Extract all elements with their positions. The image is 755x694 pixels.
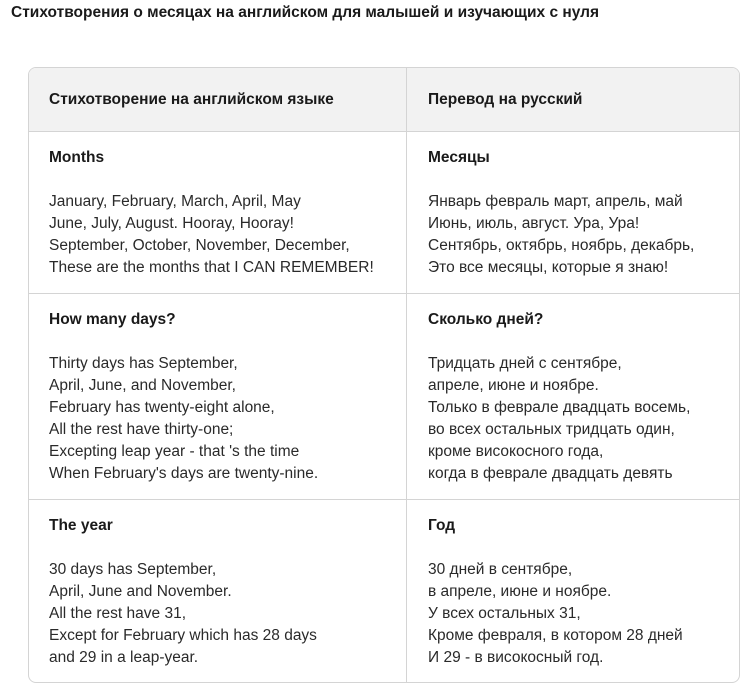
translation-lines xyxy=(428,353,731,485)
russian-translation-cell xyxy=(407,500,739,682)
translation-line: Тридцать дней с сентябре, xyxy=(428,355,622,372)
poem-line: September, October, November, December, xyxy=(49,237,350,254)
poem-line: April, June and November. xyxy=(49,583,232,600)
english-poem-cell xyxy=(29,294,407,499)
table-header-row xyxy=(29,68,739,131)
poem-lines xyxy=(49,559,386,669)
translation-line: Это все месяцы, которые я знаю! xyxy=(428,259,669,276)
poem-line: Except for February which has 28 days xyxy=(49,627,317,644)
poem-lines xyxy=(49,353,386,485)
poem-title: The year xyxy=(49,517,113,534)
table-row xyxy=(29,131,739,293)
translation-line: 30 дней в сентябре, xyxy=(428,561,573,578)
translation-title: Месяцы xyxy=(428,149,490,166)
poem-line: Excepting leap year - that 's the time xyxy=(49,443,300,460)
translation-line: апреле, июне и ноябре. xyxy=(428,377,599,394)
poem-lines xyxy=(49,191,386,279)
poem-line: Thirty days has September, xyxy=(49,355,238,372)
translation-line: в апреле, июне и ноябре. xyxy=(428,583,612,600)
poem-line: All the rest have thirty-one; xyxy=(49,421,234,438)
header-english: Стихотворение на английском языке xyxy=(29,68,407,131)
poem-line: February has twenty-eight alone, xyxy=(49,399,275,416)
russian-translation-cell xyxy=(407,132,739,293)
translation-line: Январь февраль март, апрель, май xyxy=(428,193,683,210)
header-russian: Перевод на русский xyxy=(428,90,583,108)
poem-line: All the rest have 31, xyxy=(49,605,186,622)
translation-title: Сколько дней? xyxy=(428,311,544,328)
translation-line: когда в феврале двадцать девять xyxy=(428,465,673,482)
translation-line: Кроме февраля, в котором 28 дней xyxy=(428,627,683,644)
table-row xyxy=(29,499,739,682)
poem-line: and 29 in a leap-year. xyxy=(49,649,199,666)
poem-line: 30 days has September, xyxy=(49,561,217,578)
poem-title: How many days? xyxy=(49,311,176,328)
translation-line: И 29 - в високосный год. xyxy=(428,649,604,666)
translation-title: Год xyxy=(428,517,456,534)
poem-line: When February's days are twenty-nine. xyxy=(49,465,319,482)
russian-translation-cell xyxy=(407,294,739,499)
poem-line: June, July, August. Hooray, Hooray! xyxy=(49,215,294,232)
poems-table xyxy=(28,67,740,683)
translation-line: кроме високосного года, xyxy=(428,443,604,460)
table-row xyxy=(29,293,739,499)
translation-line: во всех остальных тридцать один, xyxy=(428,421,675,438)
poem-line: These are the months that I CAN REMEMBER! xyxy=(49,259,374,276)
poem-line: April, June, and November, xyxy=(49,377,236,394)
translation-line: Июнь, июль, август. Ура, Ура! xyxy=(428,215,640,232)
english-poem-cell xyxy=(29,132,407,293)
poem-title: Months xyxy=(49,149,105,166)
translation-lines xyxy=(428,559,731,669)
translation-line: Сентябрь, октябрь, ноябрь, декабрь, xyxy=(428,237,695,254)
translation-line: У всех остальных 31, xyxy=(428,605,581,622)
english-poem-cell xyxy=(29,500,407,682)
translation-lines xyxy=(428,191,731,279)
translation-line: Только в феврале двадцать восемь, xyxy=(428,399,691,416)
page-title: Стихотворения о месяцах на английском для малышей и изучающих с нуля xyxy=(11,4,600,21)
poem-line: January, February, March, April, May xyxy=(49,193,301,210)
